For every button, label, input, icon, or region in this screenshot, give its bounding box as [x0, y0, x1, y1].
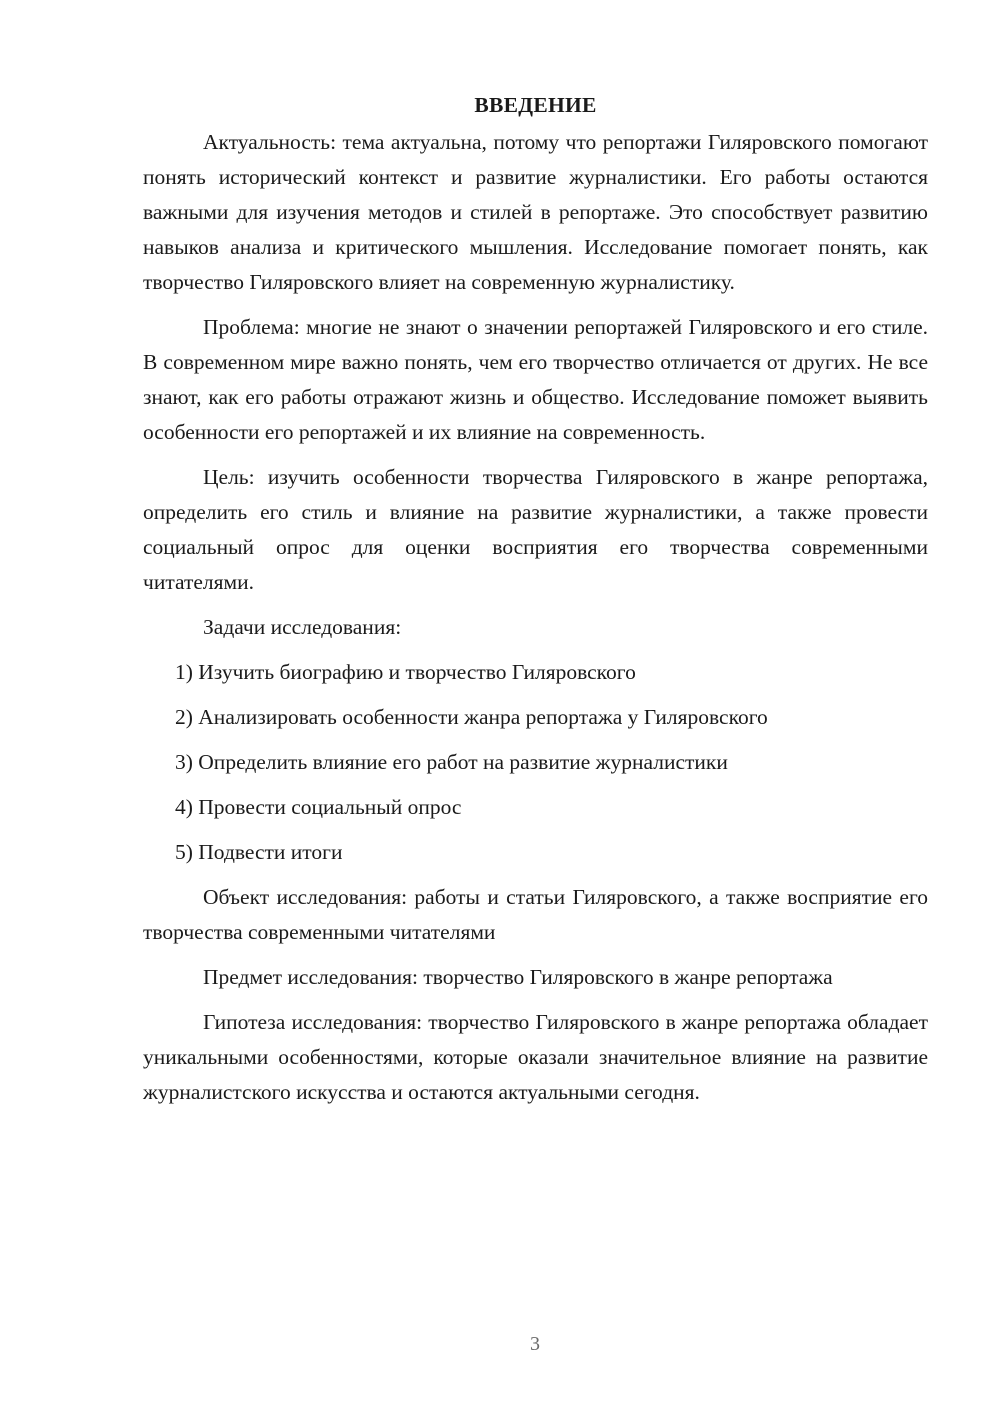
paragraph-hypothesis: Гипотеза исследования: творчество Гиляровского в жанре репортажа обладает уникальными особенностями, которые оказали значительное влияние на развитие журналистского искусства и остаются актуальными сегодня.	[143, 1010, 928, 1104]
paragraph-relevance: Актуальность: тема актуальна, потому что репортажи Гиляровского помогают понять исторический контекст и развитие журналистики. Его работы остаются важными для изучения методов и стилей в репортаже. Это способствует развитию навыков анализа и критического мышления. Исследование помогает понять, как творчество Гиляровского влияет на современную журналистику.	[143, 130, 928, 294]
paragraph-object: Объект исследования: работы и статьи Гиляровского, а также восприятие его творчества современными читателями	[143, 885, 928, 944]
task-list	[143, 655, 928, 870]
task-item: 4) Провести социальный опрос	[175, 795, 462, 819]
task-item: 5) Подвести итоги	[175, 840, 343, 864]
task-item: 1) Изучить биографию и творчество Гиляровского	[175, 660, 636, 684]
paragraph-goal: Цель: изучить особенности творчества Гиляровского в жанре репортажа, определить его стиль и влияние на развитие журналистики, а также провести социальный опрос для оценки восприятия его творчества современными читателями.	[143, 465, 928, 594]
page-number: 3	[530, 1333, 540, 1355]
paragraph-subject: Предмет исследования: творчество Гиляровского в жанре репортажа	[203, 965, 833, 989]
task-item: 2) Анализировать особенности жанра репортажа у Гиляровского	[175, 705, 768, 729]
task-item: 3) Определить влияние его работ на развитие журналистики	[175, 750, 728, 774]
tasks-heading: Задачи исследования:	[203, 615, 402, 639]
section-title: ВВЕДЕНИЕ	[474, 93, 597, 117]
document-page	[143, 88, 928, 1110]
paragraph-problem: Проблема: многие не знают о значении репортажей Гиляровского и его стиле. В современном мире важно понять, чем его творчество отличается от других. Не все знают, как его работы отражают жизнь и общество. Исследование поможет выявить особенности его репортажей и их влияние на современность.	[143, 315, 928, 444]
